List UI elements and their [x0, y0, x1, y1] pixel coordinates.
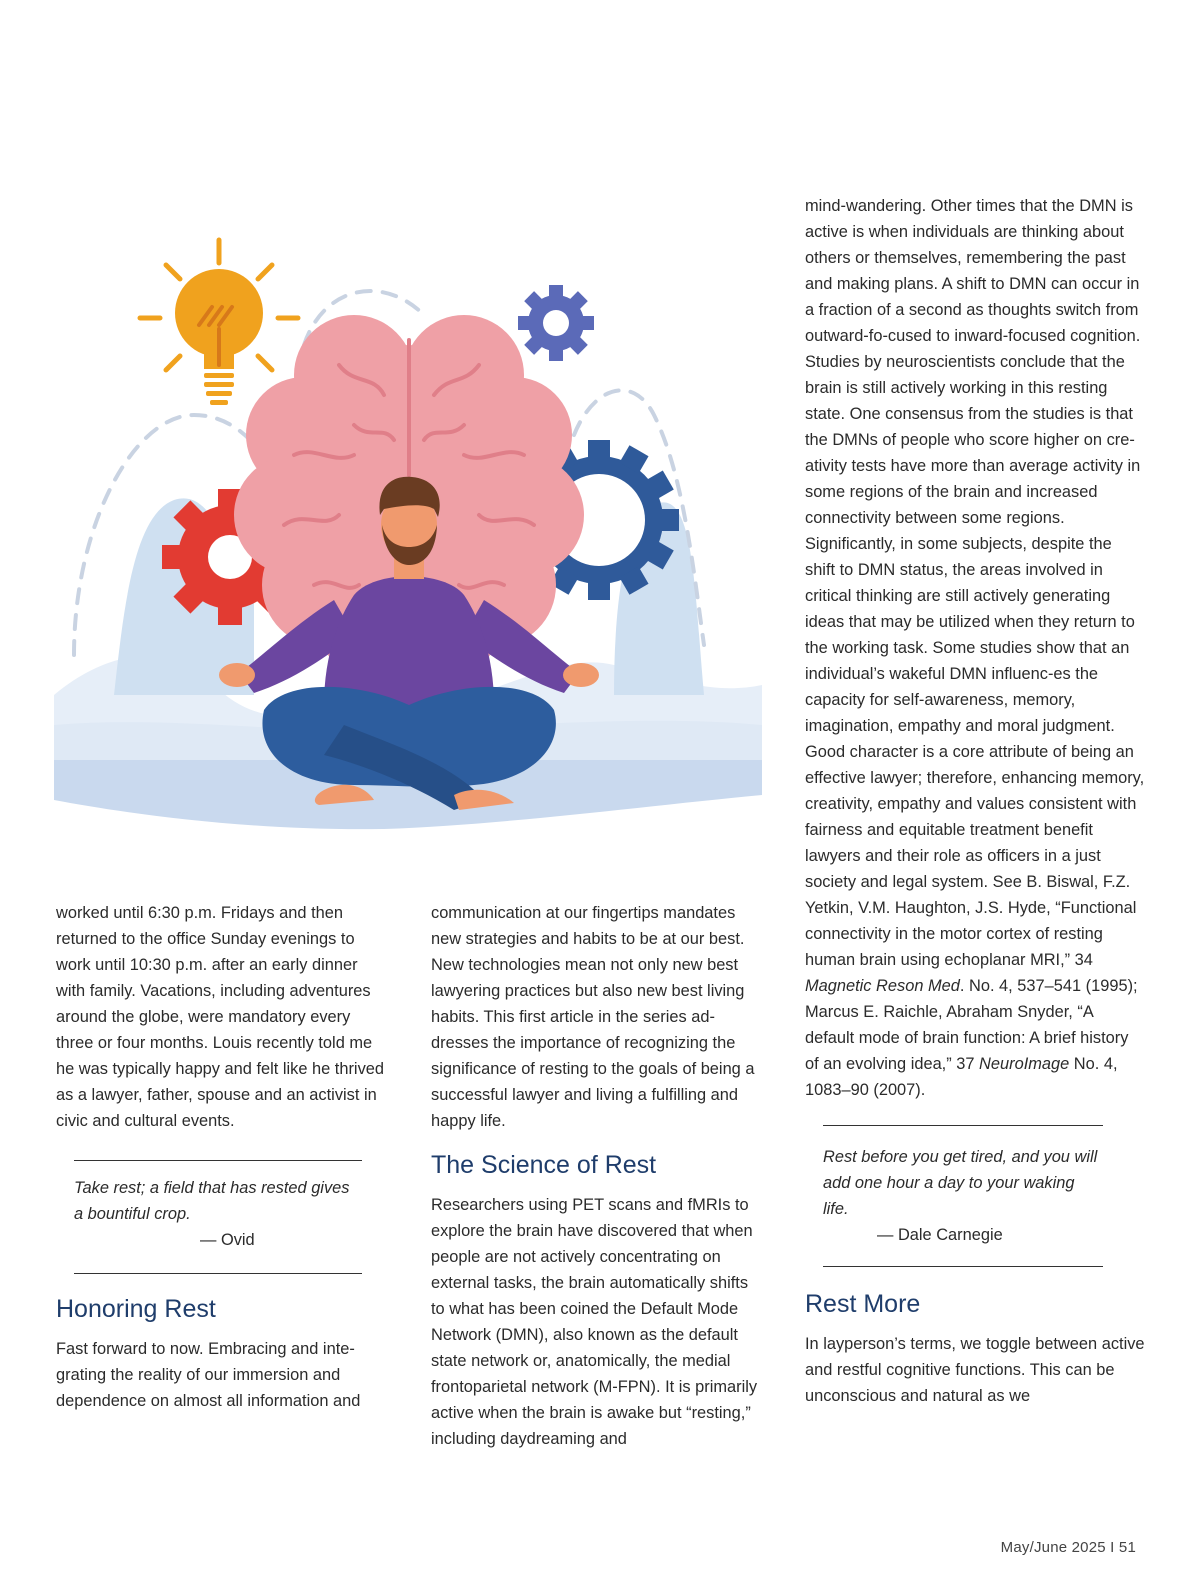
section-heading: The Science of Rest	[431, 1151, 657, 1179]
divider	[823, 1266, 1103, 1267]
column-1	[56, 900, 386, 1414]
body-paragraph	[805, 193, 1145, 1103]
body-text: No. 4, 1083–90 (2007).	[805, 1055, 1118, 1099]
section-heading: Rest More	[805, 1290, 921, 1318]
quote-attribution: — Ovid	[200, 1231, 255, 1249]
journal-title: Magnetic Reson Med	[805, 977, 960, 995]
quote-attribution: — Dale Carnegie	[877, 1226, 1003, 1244]
quote-text: Take rest; a field that has rested gives a bountiful crop.	[74, 1179, 350, 1223]
body-paragraph: worked until 6:30 p.m. Fridays and then returned to the office Sunday evenings to work until 10:30 p.m. after an early dinner with family. Vacations, including adventures around the globe, were mandatory every three or four months. Louis recently told me he was typically happy and felt like he thrived as a lawyer, father, spouse and an activist in civic and cultural events.	[56, 904, 384, 1130]
body-paragraph: In layperson’s terms, we toggle between active and restful cognitive functions. This can be unconscious and natural as we	[805, 1335, 1145, 1405]
body-paragraph: Fast forward to now. Embracing and inte-grating the reality of our immersion and dependence on almost all information and	[56, 1340, 361, 1410]
section-heading: Honoring Rest	[56, 1295, 216, 1323]
pull-quote	[823, 1125, 1103, 1267]
pull-quote	[74, 1160, 362, 1274]
column-2	[431, 900, 763, 1452]
page-folio: May/June 2025 I 51	[1000, 1539, 1136, 1556]
body-paragraph: communication at our fingertips mandates new strategies and habits to be at our best. New technologies mean not only new best lawyering practices but also new best living habits. This first article in the series ad-dresses the importance of recognizing the significance of resting to the goals of being a successful lawyer and living a fulfilling and happy life.	[431, 904, 755, 1130]
lightbulb-icon	[140, 240, 298, 405]
divider	[823, 1125, 1103, 1126]
divider	[74, 1273, 362, 1274]
body-text: . No. 4, 537–541 (1995); Marcus E. Raichle, Abraham Snyder, “A default mode of brain function: A brief history of an evolving idea,” 37	[805, 977, 1138, 1073]
small-gear-icon	[518, 285, 594, 361]
body-text: mind-wandering. Other times that the DMN is active is when individuals are thinking about others or themselves, remembering the past and making plans. A shift to DMN can occur in a fraction of a second as thoughts switch from outward-fo-cused to inward-focused cognition. Studies by neuroscientists conclude that the brain is still actively working in this resting state. One consensus from the studies is that the DMNs of people who score higher on cre-ativity tests have more than average activity in some regions of the brain and increased connectivity between some regions. Significantly, in some subjects, despite the shift to DMN status, the areas involved in critical thinking are still actively generating ideas that may be utilized when they return to the working task. Some studies show that an individual’s wakeful DMN influenc-es the capacity for self-awareness, memory, imagination, empathy and moral judgment. Good character is a core attribute of being an effective lawyer; therefore, enhancing memory, creativity, empathy and values consistent with fairness and equitable treatment benefit lawyers and their role as officers in a just society and legal system. See B. Biswal, F.Z. Yetkin, V.M. Haughton, J.S. Hyde, “Functional connectivity in the motor cortex of resting human brain using echoplanar MRI,” 34	[805, 197, 1145, 969]
quote-text: Rest before you get tired, and you will add one hour a day to your waking life.	[823, 1148, 1098, 1218]
journal-title: NeuroImage	[979, 1055, 1070, 1073]
meditation-illustration	[54, 225, 762, 847]
body-paragraph: Researchers using PET scans and fMRIs to explore the brain have discovered that when people are not actively concentrating on external tasks, the brain automatically shifts to what has been coined the Default Mode Network (DMN), also known as the default state network or, anatomically, the medial frontoparietal network (M-FPN). It is primarily active when the brain is awake but “resting,” including daydreaming and	[431, 1196, 758, 1448]
column-3	[805, 193, 1145, 1409]
divider	[74, 1160, 362, 1161]
